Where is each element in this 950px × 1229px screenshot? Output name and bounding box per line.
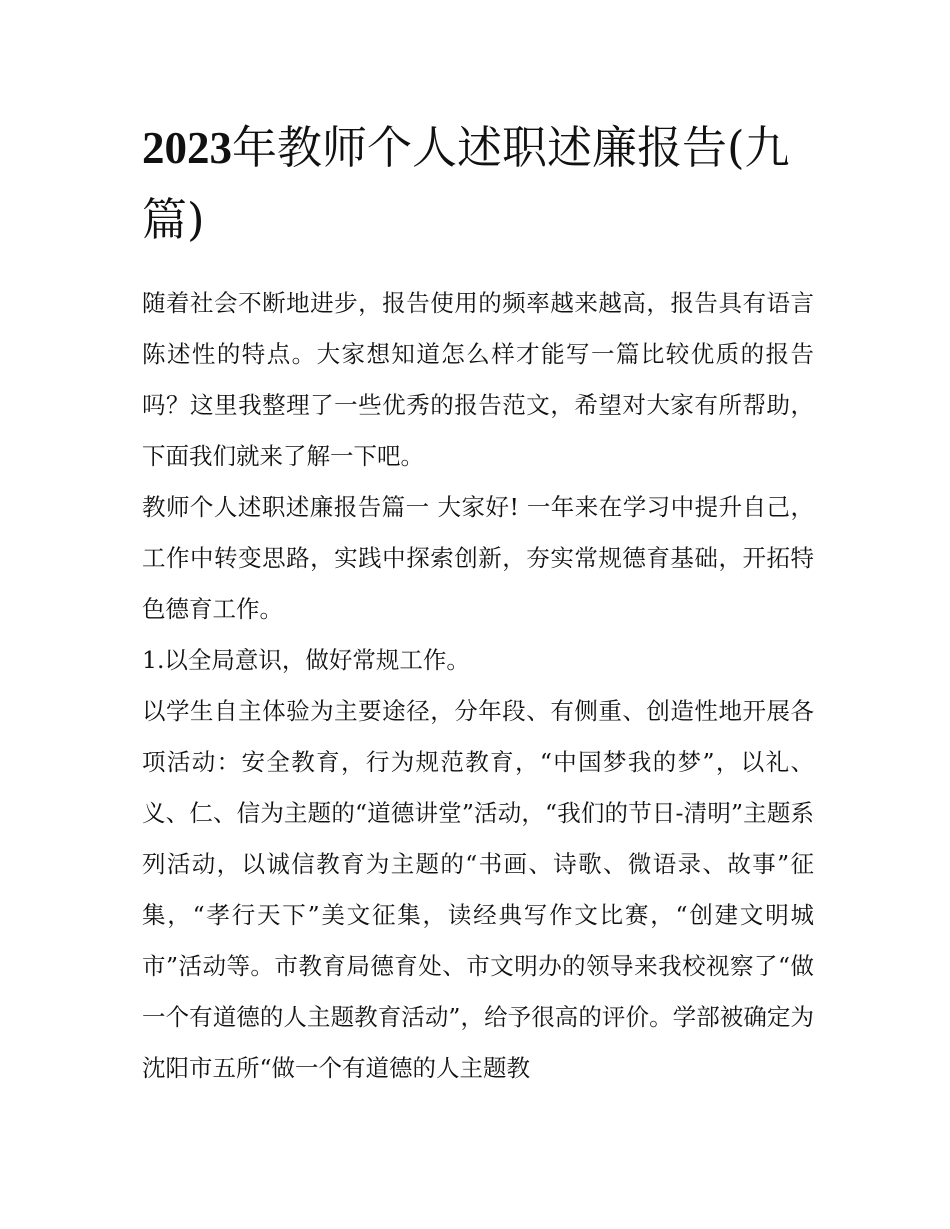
section-heading-1: 1.以全局意识，做好常规工作。: [142, 646, 470, 674]
title-text: 年教师个人述职述廉报告(九篇): [142, 121, 790, 246]
document-title: [142, 112, 814, 256]
intro-paragraph: 随着社会不断地进步，报告使用的频率越来越高，报告具有语言陈述性的特点。大家想知道怎么样才能写一篇比较优质的报告吗？这里我整理了一些优秀的报告范文，希望对大家有所帮助，下面我们就来了解一下吧。: [142, 289, 814, 470]
activities-paragraph: 以学生自主体验为主要途径，分年段、有侧重、创造性地开展各项活动：安全教育，行为规范教育，“中国梦我的梦”，以礼、义、仁、信为主题的“道德讲堂”活动，“我们的节日-清明”主题系列活动，以诚信教育为主题的“书画、诗歌、微语录、故事”征集，“孝行天下”美文征集，读经典写作文比赛，“创建文明城市”活动等。市教育局德育处、市文明办的领导来我校视察了“做一个有道德的人主题教育活动”，给予很高的评价。学部被确定为沈阳市五所“做一个有道德的人主题教: [142, 697, 814, 1082]
document-page: [142, 112, 814, 1094]
document-body: [142, 278, 814, 1094]
report-opening-paragraph: 教师个人述职述廉报告篇一 大家好! 一年来在学习中提升自己，工作中转变思路，实践中探索创新，夯实常规德育基础，开拓特色德育工作。: [142, 493, 814, 623]
title-year: 2023: [142, 123, 232, 173]
